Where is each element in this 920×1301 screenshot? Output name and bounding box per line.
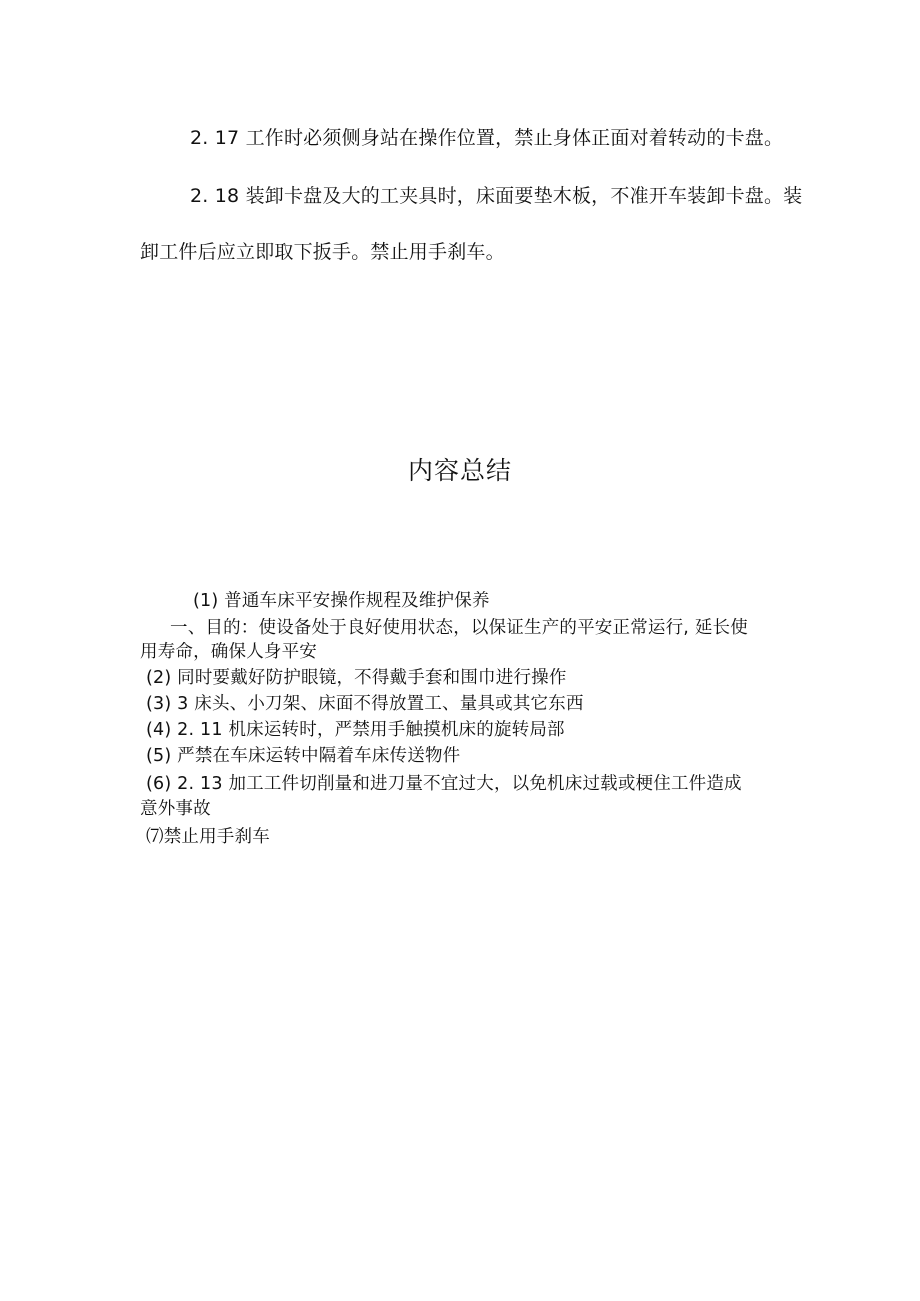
summary-item: 用寿命，确保人身平安 xyxy=(140,642,317,662)
summary-item: (2) 同时要戴好防护眼镜，不得戴手套和围巾进行操作 xyxy=(146,668,567,688)
summary-item: (4) 2. 11 机床运转时，严禁用手触摸机床的旋转局部 xyxy=(146,720,565,740)
paragraph-2-17: 2. 17 工作时必须侧身站在操作位置，禁止身体正面对着转动的卡盘。 xyxy=(190,127,784,149)
summary-item: 意外事故 xyxy=(140,799,211,819)
summary-item: (5) 严禁在车床运转中隔着车床传送物件 xyxy=(146,746,461,766)
summary-item: ⑺禁止用手刹车 xyxy=(146,827,270,847)
summary-item: 一、目的：使设备处于良好使用状态，以保证生产的平安正常运行, 延长使 xyxy=(170,618,748,638)
summary-title: 内容总结 xyxy=(407,456,512,485)
paragraph-2-18-continued: 卸工件后应立即取下扳手。禁止用手刹车。 xyxy=(140,241,505,263)
summary-item: (1) 普通车床平安操作规程及维护保养 xyxy=(193,591,490,611)
paragraph-2-18: 2. 18 装卸卡盘及大的工夹具时，床面要垫木板，不准开车装卸卡盘。装 xyxy=(190,185,803,207)
summary-item: (3) 3 床头、小刀架、床面不得放置工、量具或其它东西 xyxy=(146,694,584,714)
summary-item: (6) 2. 13 加工工件切削量和进刀量不宜过大，以免机床过载或梗住工件造成 xyxy=(146,774,742,794)
